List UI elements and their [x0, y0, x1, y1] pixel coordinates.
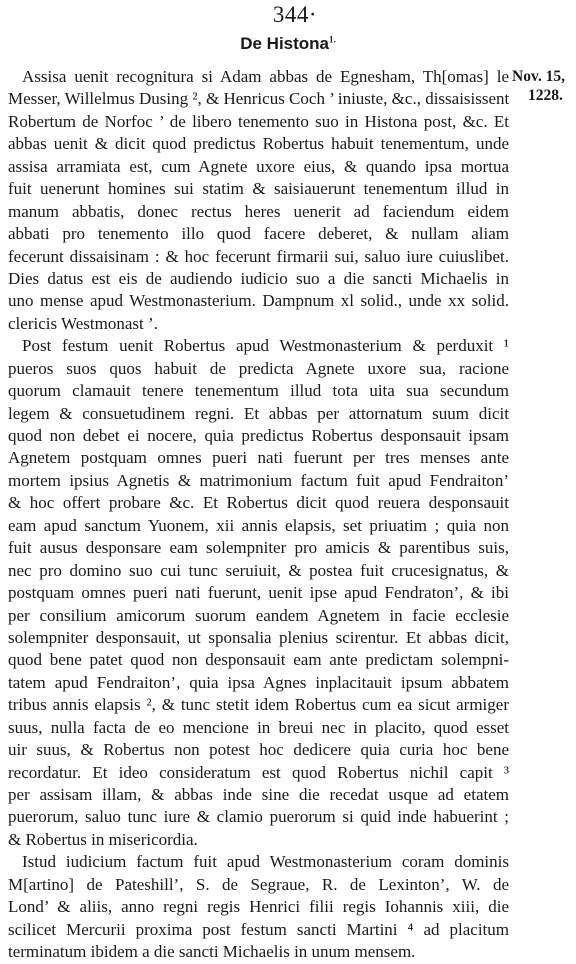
text-line: mortem ipsius Agnetis & matrimonium factum fuit apud Fendraiton’ [8, 470, 509, 490]
text-line: pueros suos quos habuit de predicta Agnete uxore sua, racione [8, 358, 509, 378]
margin-date-note [512, 67, 576, 105]
text-line: postquam omnes pueri nati fuerunt, uenit ipse apud Fendraton’, & ibi [8, 583, 509, 603]
text-line: Robertum de Norfoc ’ de libero tenemento suo in Histona post, &c. Et [8, 111, 509, 131]
text-line: quod non debet ei nocere, quia predictus Robertus desponsauit ipsam [8, 426, 509, 445]
text-line: fuit ausus desponsare eam solempniter pro amicis & parentibus suis, [8, 538, 509, 558]
text-line: quod bene patet quod non desponsauit eam ante predictam solempni- [8, 650, 509, 670]
section-heading-text: De Histona [240, 34, 330, 53]
text-line: quorum clamauit tenere tenementum illud tota uita sua secundum [8, 381, 509, 401]
text-line: Assisa uenit recognitura si Adam abbas de Egnesham, Th[omas] le [22, 67, 509, 86]
text-line: tatem apud Fendraiton’, quia ipsa Agnes inplacitauit ipsum abbatem [8, 672, 509, 692]
paragraph [8, 851, 509, 963]
text-line: & Robertus in misericordia. [8, 829, 198, 849]
text-line: recordatur. Et ideo consideratum est quod Robertus nichil capit ³ [8, 762, 509, 782]
text-line: clericis Westmonast ’. [8, 313, 158, 333]
text-line: Messer, Willelmus Dusing ², & Henricus Coch ’ iniuste, &c., dissaisissent [8, 89, 510, 109]
text-line: Agnetem postquam omnes pueri nati fuerunt per tres menses ante [8, 448, 509, 468]
text-line: assisa arramiata est, cum Agnete uxore eius, & quando ipsa mortua [8, 156, 509, 176]
text-line: per assisam illam, & abbas inde sine die recedat usque ad etatem [8, 785, 509, 804]
text-line: & hoc offert probare &c. Et Robertus dicit quod reuera desponsauit [8, 493, 509, 513]
text-line: per consilium amicorum suorum eandem Agnetem in facie ecclesie [8, 605, 509, 625]
text-line: uno mense apud Westmonasterium. Dampnum xl solid., unde xx solid. [8, 291, 509, 311]
text-line: Istud iudicium factum fuit apud Westmonasterium coram dominis [22, 852, 509, 872]
text-line: abbas uenit & dicit quod predictus Robertus habuit tenementum, unde [8, 134, 509, 154]
text-line: terminatum ibidem a die sancti Michaelis in unum mensem. [8, 942, 416, 962]
text-line: fuit uenerunt homines sui statim & saisiauerunt tenementum illud in [8, 179, 509, 199]
body-text [8, 66, 509, 964]
text-line: abbati pro tenemento illo quod facere deberet, & nullam aliam [8, 224, 509, 244]
text-line: Lond’ & aliis, anno regni regis Henrici filii regis Iohannis xiii, die [8, 897, 509, 917]
paragraph [8, 335, 509, 851]
text-line: suus, nulla facta de eo mencione in breui nec in placito, quod esset [8, 717, 509, 737]
text-line: scilicet Mercurii proxima post festum sancti Martini ⁴ ad placitum [8, 919, 509, 939]
text-line: eam apud sanctum Yuonem, xii annis elapsis, set priuatim ; quia non [8, 515, 509, 535]
text-line: manum abbatis, donec rectus heres uenerit ad faciendum eidem [8, 201, 509, 221]
text-line: legem & consuetudinem regni. Et abbas per attornatum suum dicit [8, 403, 509, 423]
page-number: 344· [272, 2, 318, 27]
margin-date: Nov. 15, [512, 68, 565, 85]
section-heading [0, 34, 576, 54]
text-line: nec pro domino suo cui tunc seruiuit, & postea fuit crucesignatus, & [8, 560, 509, 580]
text-line: uir suus, & Robertus non potest hoc dedicere quia curia hoc bene [8, 740, 509, 760]
paragraph [8, 66, 509, 335]
text-line: fecerunt dissaisinam : & hoc fecerunt firmarii sui, saluo iure cuiuslibet. [8, 246, 509, 266]
text-line: tribus annis elapsis ², & tunc stetit idem Robertus cum ea sicut armiger [8, 695, 509, 715]
text-line: Post festum uenit Robertus apud Westmonasterium & perduxit ¹ [22, 336, 509, 356]
text-line: solempniter desponsauit, ut sponsalia plenius scirentur. Et abbas dicit, [8, 627, 509, 647]
text-line: Dies datus est eis de audiendo iudicio suo a die sancti Michaelis in [8, 268, 509, 288]
margin-year: 1228. [528, 87, 563, 104]
text-line: puerorum, saluo tunc iure & clamio puerorum si quid inde habuerint ; [8, 807, 509, 827]
text-line: M[artino] de Pateshill’, S. de Segraue, R. de Lexinton’, W. de [8, 874, 509, 894]
heading-footnote-mark: 1. [329, 34, 336, 45]
